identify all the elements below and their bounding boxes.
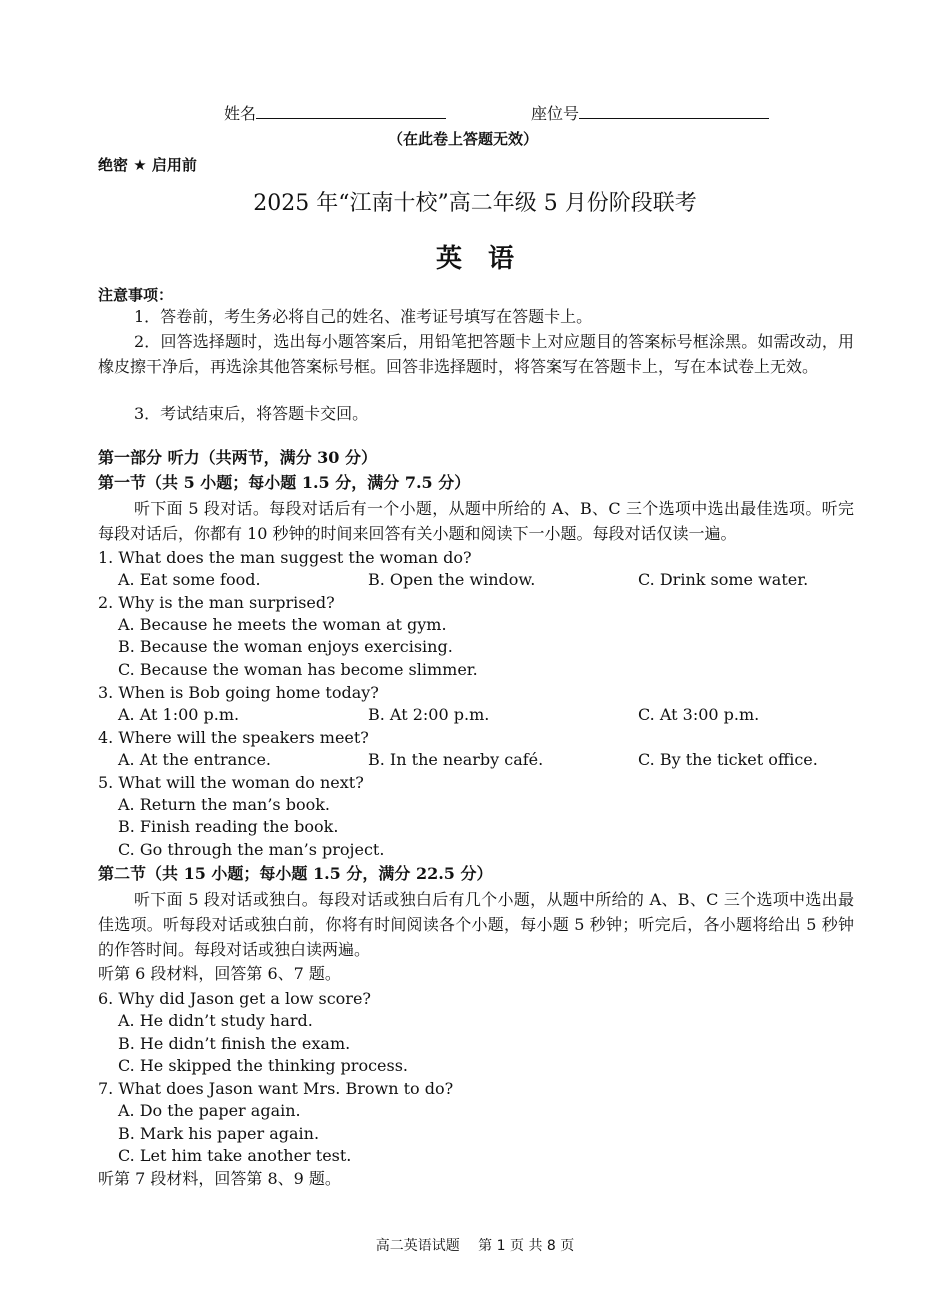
- q5-option-b: B. Finish reading the book.: [118, 817, 339, 836]
- part1-title: 第一部分 听力（共两节，满分 30 分）: [98, 448, 377, 467]
- q4-options: [118, 750, 854, 770]
- seat-field: [531, 101, 769, 124]
- name-label: 姓名: [224, 104, 257, 123]
- notice-item-1: 1．答卷前，考生务必将自己的姓名、准考证号填写在答题卡上。: [134, 307, 593, 326]
- q4-option-c: C. By the ticket office.: [638, 750, 818, 769]
- q6-option-a: A. He didn’t study hard.: [118, 1011, 313, 1030]
- q6-option-b: B. He didn’t finish the exam.: [118, 1034, 351, 1053]
- q1-option-c: C. Drink some water.: [638, 570, 809, 589]
- material-7-note: 听第 7 段材料，回答第 8、9 题。: [98, 1169, 341, 1188]
- seat-blank: [579, 104, 769, 119]
- invalid-note: （在此卷上答题无效）: [388, 130, 539, 148]
- q3-options: [118, 705, 854, 725]
- q6-option-c: C. He skipped the thinking process.: [118, 1056, 409, 1075]
- q7-stem: 7. What does Jason want Mrs. Brown to do?: [98, 1079, 454, 1098]
- q5-option-c: C. Go through the man’s project.: [118, 840, 385, 859]
- material-6-note: 听第 6 段材料，回答第 6、7 题。: [98, 964, 341, 983]
- q6-stem: 6. Why did Jason get a low score?: [98, 989, 371, 1008]
- q1-option-a: A. Eat some food.: [118, 570, 261, 589]
- q4-stem: 4. Where will the speakers meet?: [98, 728, 369, 747]
- q4-option-b: B. In the nearby café.: [368, 750, 544, 769]
- notice-title: 注意事项：: [98, 286, 174, 304]
- section2-title: 第二节（共 15 小题；每小题 1.5 分，满分 22.5 分）: [98, 864, 493, 883]
- q7-option-b: B. Mark his paper again.: [118, 1124, 320, 1143]
- q5-option-a: A. Return the man’s book.: [118, 795, 330, 814]
- section2-instructions: 听下面 5 段对话或独白。每段对话或独白后有几个小题，从题中所给的 A、B、C 三个选项中选出最佳选项。听每段对话或独白前，你将有时间阅读各个小题，每小题 5 秒钟；听完后，各小题将给出 5 秒钟的作答时间。每段对话或独白读两遍。: [98, 890, 854, 959]
- q1-option-b: B. Open the window.: [368, 570, 536, 589]
- q3-option-c: C. At 3:00 p.m.: [638, 705, 760, 724]
- q2-stem: 2. Why is the man surprised?: [98, 593, 335, 612]
- q2-option-a: A. Because he meets the woman at gym.: [118, 615, 447, 634]
- exam-title: 2025 年“江南十校”高二年级 5 月份阶段联考: [253, 191, 697, 216]
- q3-option-a: A. At 1:00 p.m.: [118, 705, 240, 724]
- secret-label: 绝密 ★ 启用前: [98, 156, 197, 174]
- q2-option-c: C. Because the woman has become slimmer.: [118, 660, 478, 679]
- subject-title: 英 语: [435, 244, 514, 274]
- page-footer: 高二英语试题 第 1 页 共 8 页: [375, 1238, 575, 1254]
- seat-label: 座位号: [531, 104, 580, 123]
- q3-stem: 3. When is Bob going home today?: [98, 683, 379, 702]
- name-blank: [256, 104, 446, 119]
- q2-option-b: B. Because the woman enjoys exercising.: [118, 637, 453, 656]
- notice-item-3: 3．考试结束后，将答题卡交回。: [134, 404, 369, 423]
- q1-options: [118, 570, 854, 590]
- name-field: [224, 101, 446, 124]
- notice-item-2: 2．回答选择题时，选出每小题答案后，用铅笔把答题卡上对应题目的答案标号框涂黑。如需改动，用橡皮擦干净后，再选涂其他答案标号框。回答非选择题时，将答案写在答题卡上，写在本试卷上无效。: [98, 332, 854, 376]
- section1-instructions: 听下面 5 段对话。每段对话后有一个小题，从题中所给的 A、B、C 三个选项中选出最佳选项。听完每段对话后，你都有 10 秒钟的时间来回答有关小题和阅读下一小题。每段对话仅读一遍。: [98, 499, 854, 543]
- q3-option-b: B. At 2:00 p.m.: [368, 705, 490, 724]
- q7-option-a: A. Do the paper again.: [118, 1101, 301, 1120]
- section1-title: 第一节（共 5 小题；每小题 1.5 分，满分 7.5 分）: [98, 473, 471, 492]
- q7-option-c: C. Let him take another test.: [118, 1146, 352, 1165]
- q1-stem: 1. What does the man suggest the woman do?: [98, 548, 472, 567]
- q4-option-a: A. At the entrance.: [118, 750, 272, 769]
- q5-stem: 5. What will the woman do next?: [98, 773, 364, 792]
